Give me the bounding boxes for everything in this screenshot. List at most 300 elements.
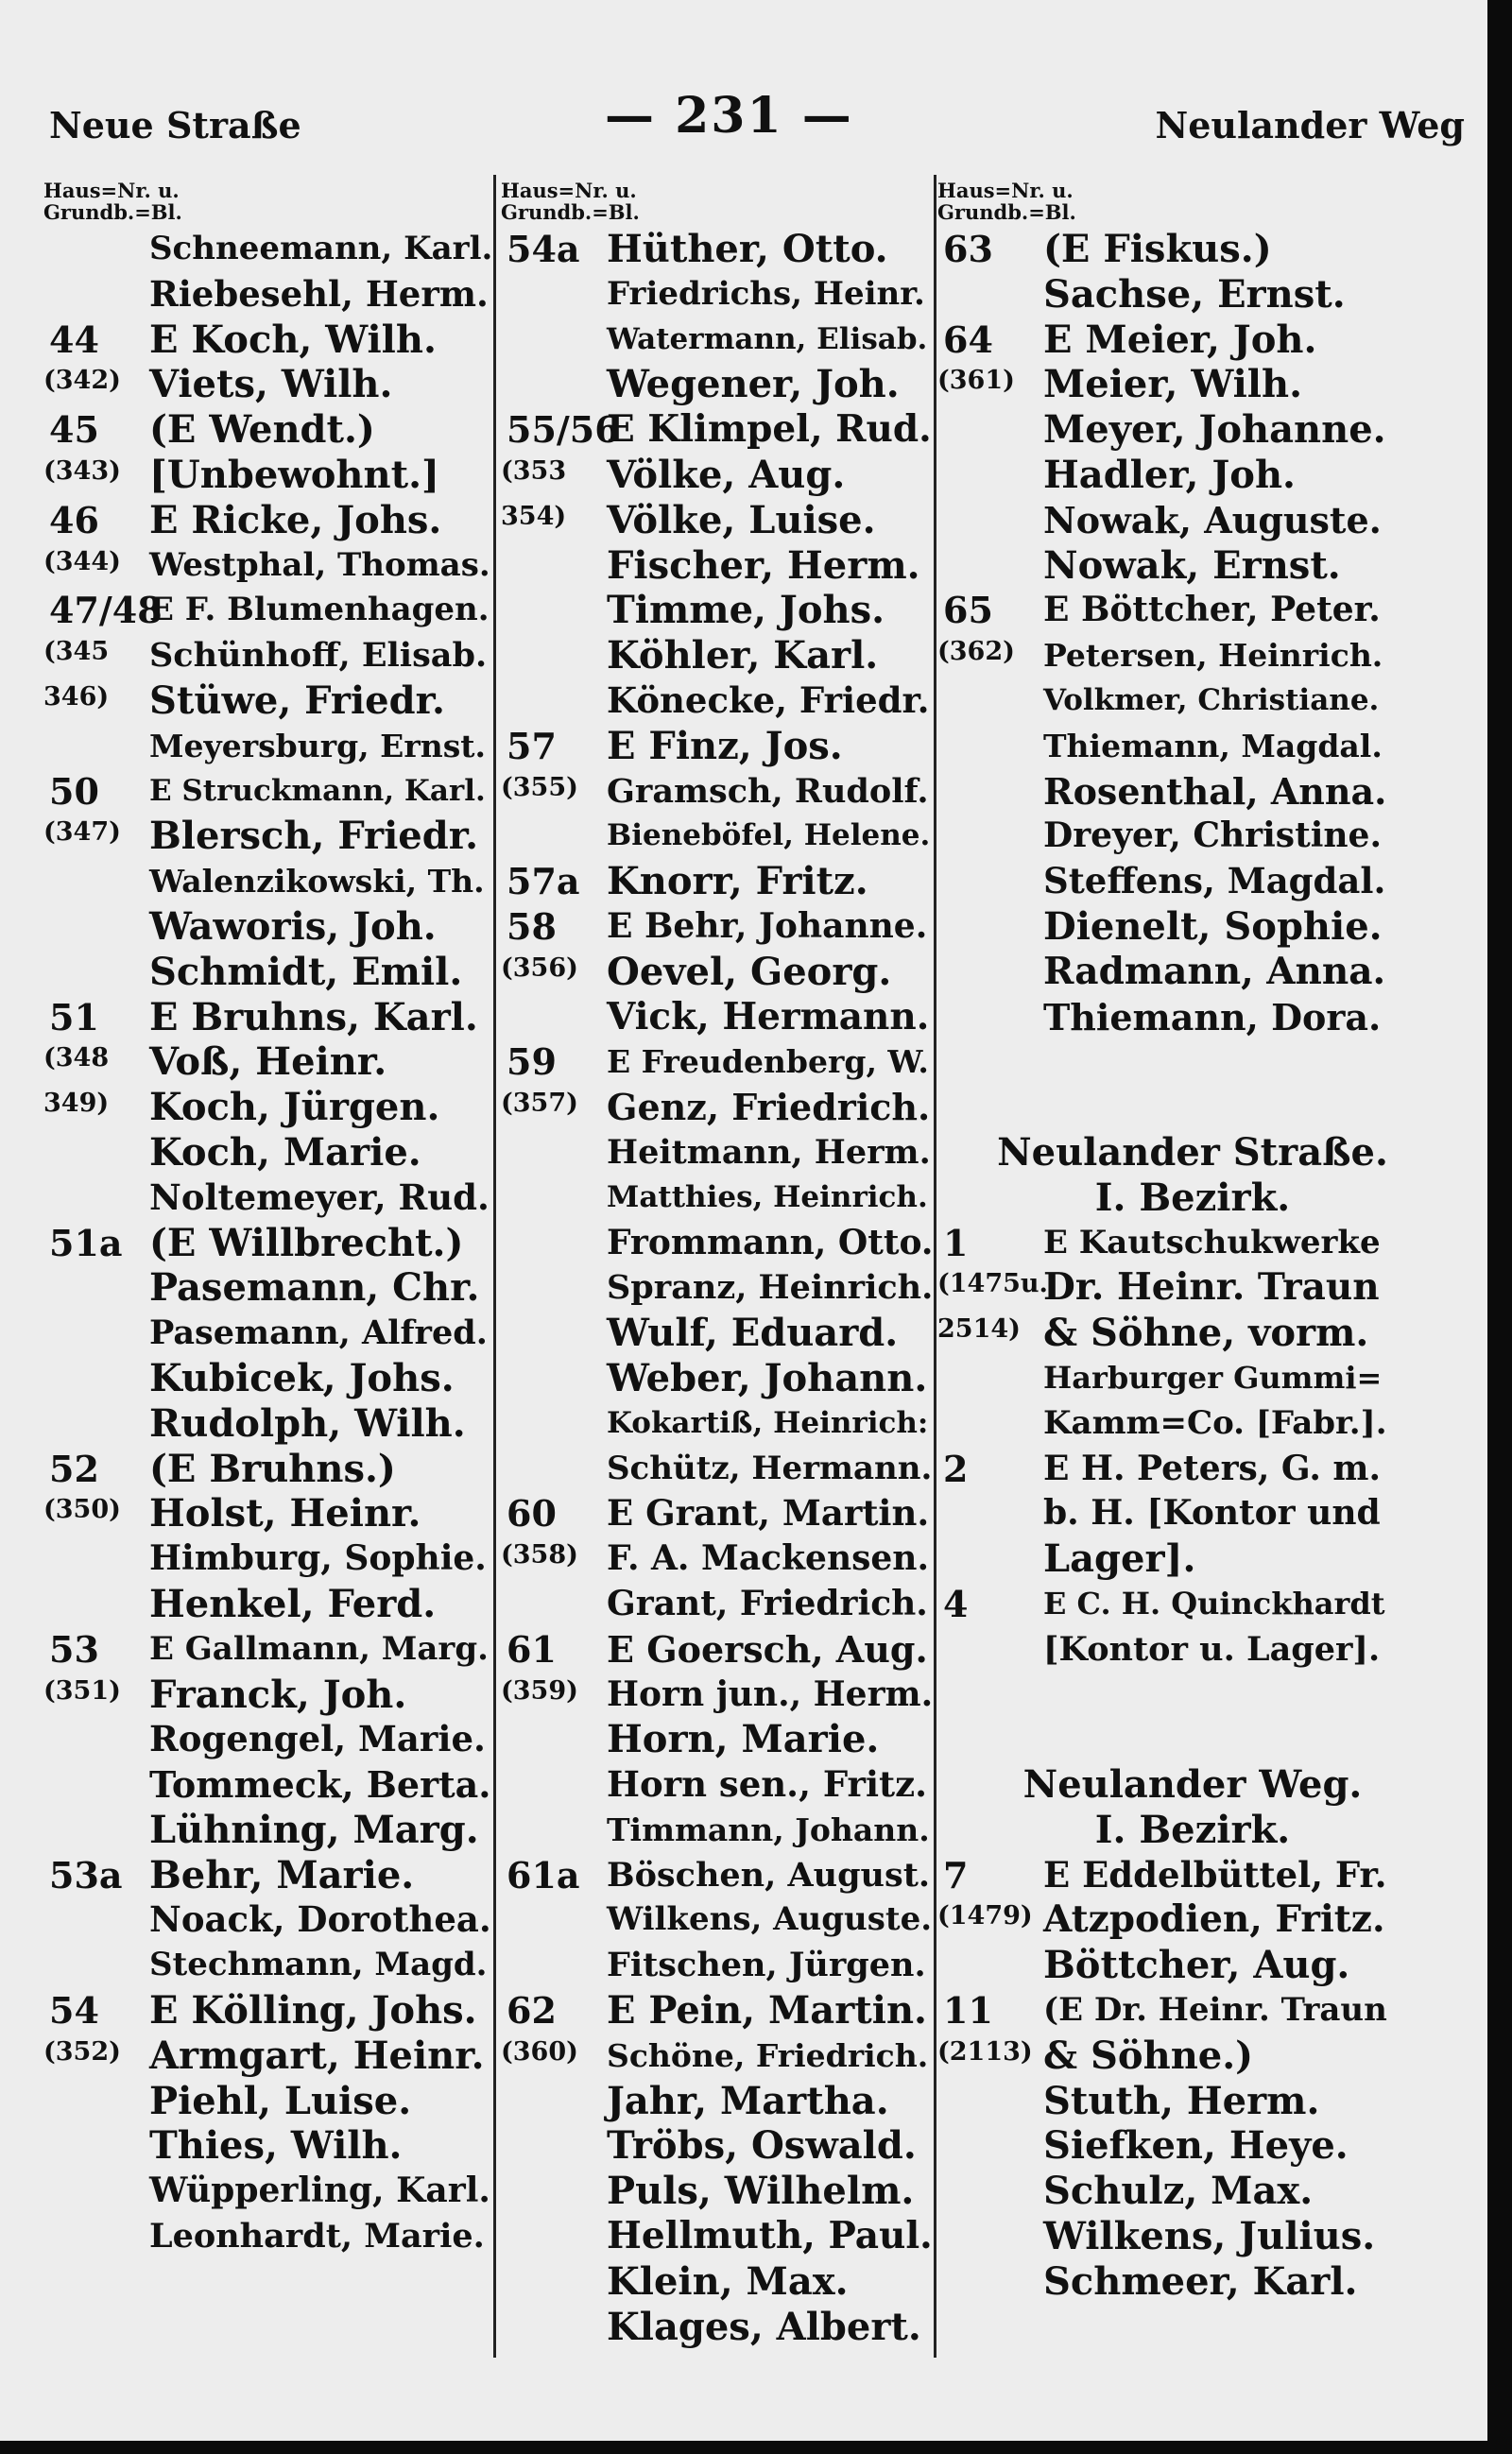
directory-entry	[501, 1853, 937, 1898]
directory-entry	[937, 1356, 1391, 1401]
resident-name: Horn jun., Herm.	[607, 1673, 934, 1714]
directory-entry	[43, 1897, 497, 1943]
directory-entry	[501, 724, 937, 769]
street-title-text: Neulander Straße.	[997, 1129, 1388, 1175]
resident-name: Schneemann, Karl.	[149, 230, 493, 267]
house-number: 54a	[507, 228, 580, 270]
land-register-number: (353	[501, 455, 567, 486]
resident-name: Franck, Joh.	[149, 1672, 407, 1717]
resident-name: Wegener, Joh.	[607, 362, 900, 407]
directory-entry	[43, 1673, 497, 1718]
resident-name: Klein, Max.	[607, 2258, 849, 2304]
resident-name: Wilkens, Auguste.	[607, 1900, 933, 1939]
directory-entry	[501, 2034, 937, 2079]
directory-entry	[501, 2214, 937, 2259]
resident-name: Wulf, Eduard.	[607, 1311, 899, 1356]
directory-entry	[937, 2259, 1391, 2305]
resident-name: Siefken, Heye.	[1043, 2123, 1349, 2169]
directory-entry	[937, 227, 1391, 272]
directory-entry	[43, 1176, 497, 1221]
column-head: Haus=Nr. u. Grundb.=Bl.	[43, 179, 182, 224]
directory-entry	[501, 2169, 937, 2214]
resident-name: Schulz, Max.	[1043, 2169, 1314, 2214]
land-register-number: 354)	[501, 501, 567, 531]
land-register-number: (347)	[43, 817, 121, 848]
directory-entry	[43, 678, 497, 724]
directory-entry	[43, 1853, 497, 1898]
street-title-text: I. Bezirk.	[1094, 1175, 1291, 1220]
row-spacer	[937, 1039, 1391, 1085]
directory-entry	[937, 1897, 1391, 1943]
directory-entry	[937, 453, 1391, 498]
street-title-text: I. Bezirk.	[1094, 1807, 1291, 1852]
resident-name: Stuth, Herm.	[1043, 2078, 1320, 2123]
directory-entry	[43, 1401, 497, 1447]
resident-name: Böschen, August.	[607, 1855, 931, 1895]
resident-name: E Kautschukwerke	[1043, 1223, 1381, 1261]
directory-entry	[43, 227, 497, 272]
resident-name: Behr, Marie.	[149, 1852, 415, 1897]
directory-entry	[937, 904, 1391, 950]
house-number: 53	[49, 1627, 99, 1671]
land-register-number: (352)	[43, 2036, 121, 2067]
resident-name: Waworis, Joh.	[149, 903, 437, 949]
resident-name: Stechmann, Magd.	[149, 1946, 488, 1984]
resident-name: Fischer, Herm.	[607, 542, 920, 588]
resident-name: E Ricke, Johs.	[149, 497, 442, 542]
directory-entry	[937, 1853, 1391, 1898]
directory-entry	[937, 1265, 1391, 1311]
directory-entry	[501, 1130, 937, 1176]
directory-entry	[43, 498, 497, 543]
land-register-number: (345	[43, 637, 110, 667]
resident-name: Holst, Heinr.	[149, 1491, 421, 1536]
house-number: 1	[943, 1221, 969, 1264]
house-number: 51a	[49, 1221, 123, 1264]
street-title	[937, 1176, 1391, 1221]
resident-name: Atzpodien, Fritz.	[1043, 1897, 1385, 1942]
resident-name: E Eddelbüttel, Fr.	[1043, 1853, 1387, 1896]
resident-name: Koch, Jürgen.	[149, 1085, 440, 1130]
resident-name: E Meier, Joh.	[1043, 317, 1317, 362]
land-register-number: (342)	[43, 366, 121, 396]
house-number: 63	[943, 228, 993, 270]
resident-name: E Klimpel, Rud.	[607, 407, 932, 452]
directory-entry	[43, 1988, 497, 2034]
directory-entry	[43, 950, 497, 995]
resident-name: E Kölling, Johs.	[149, 1988, 477, 2034]
page-number: — 231 —	[605, 87, 853, 145]
directory-entry	[937, 633, 1391, 678]
directory-entry	[43, 995, 497, 1040]
directory-entry	[43, 724, 497, 769]
land-register-number: (357)	[501, 1089, 578, 1119]
resident-name: Radmann, Anna.	[1043, 949, 1386, 993]
directory-entry	[43, 1085, 497, 1130]
resident-name: Piehl, Luise.	[149, 2078, 412, 2123]
resident-name: Harburger Gummi=	[1043, 1359, 1383, 1396]
resident-name: (E Fiskus.)	[1043, 227, 1272, 271]
directory-entry	[501, 1491, 937, 1536]
directory-entry	[937, 2169, 1391, 2214]
resident-name: Friedrichs, Heinr.	[607, 274, 925, 313]
resident-name: Schütz, Hermann.	[607, 1449, 933, 1487]
resident-name: Schmidt, Emil.	[149, 949, 463, 994]
land-register-number: (351)	[43, 1675, 121, 1706]
resident-name: Puls, Wilhelm.	[607, 2169, 915, 2214]
directory-entry	[43, 1039, 497, 1085]
directory-entry	[43, 2123, 497, 2169]
directory-entry	[501, 1039, 937, 1085]
resident-name: F. A. Mackensen.	[607, 1538, 929, 1579]
resident-name: Stüwe, Friedr.	[149, 678, 445, 723]
land-register-number: 349)	[43, 1089, 110, 1119]
house-number: 58	[507, 904, 557, 948]
directory-entry	[43, 1265, 497, 1311]
directory-entry	[937, 1582, 1391, 1627]
resident-name: Kamm=Co. [Fabr.].	[1043, 1403, 1387, 1442]
directory-entry	[43, 769, 497, 815]
directory-entry	[937, 2214, 1391, 2259]
directory-entry	[43, 543, 497, 589]
resident-name: b. H. [Kontor und	[1043, 1493, 1381, 1534]
directory-entry	[43, 814, 497, 859]
resident-name: Hadler, Joh.	[1043, 452, 1296, 497]
resident-name: Nowak, Auguste.	[1043, 498, 1382, 541]
land-register-number: (355)	[501, 772, 578, 802]
directory-entry	[501, 362, 937, 407]
directory-entry	[937, 272, 1391, 317]
resident-name: Westphal, Thomas.	[149, 545, 490, 584]
resident-name: Meyer, Johanne.	[1043, 407, 1386, 453]
directory-entry	[937, 2034, 1391, 2079]
resident-name: Thiemann, Magdal.	[1043, 727, 1383, 764]
street-title	[937, 1762, 1391, 1808]
resident-name: Grant, Friedrich.	[607, 1583, 928, 1623]
land-register-number: (350)	[43, 1495, 121, 1525]
resident-name: (E Willbrecht.)	[149, 1220, 464, 1265]
house-number: 61a	[507, 1853, 580, 1896]
page-header	[0, 87, 1487, 172]
house-number: 47/48	[49, 589, 163, 632]
row-spacer	[937, 1085, 1391, 1130]
resident-name: E Böttcher, Peter.	[1043, 590, 1381, 630]
resident-name: Thies, Wilh.	[149, 2123, 403, 2169]
house-number: 11	[943, 1989, 993, 2033]
directory-entry	[501, 2259, 937, 2305]
resident-name: Henkel, Ferd.	[149, 1581, 437, 1626]
directory-entry	[501, 1085, 937, 1130]
land-register-number: (348	[43, 1043, 110, 1073]
directory-entry	[43, 2079, 497, 2124]
resident-name: Völke, Aug.	[607, 452, 846, 497]
land-register-number: (362)	[937, 637, 1015, 667]
resident-name: Leonhardt, Marie.	[149, 2217, 485, 2257]
land-register-number: (361)	[937, 366, 1015, 396]
directory-entry	[43, 1356, 497, 1401]
resident-name: Noltemeyer, Rud.	[149, 1176, 490, 1218]
land-register-number: 2514)	[937, 1314, 1021, 1345]
directory-entry	[937, 1447, 1391, 1492]
directory-entry	[501, 1356, 937, 1401]
resident-name: Watermann, Elisab.	[607, 321, 928, 356]
resident-name: Meyersburg, Ernst.	[149, 727, 487, 764]
resident-name: Bieneböfel, Helene.	[607, 818, 931, 853]
land-register-number: (1479)	[937, 1901, 1033, 1931]
resident-name: Kokartiß, Heinrich:	[607, 1405, 929, 1440]
column-1	[43, 180, 497, 2259]
directory-entry	[937, 1221, 1391, 1266]
directory-entry	[43, 1717, 497, 1762]
directory-entry	[43, 1762, 497, 1808]
directory-entry	[501, 1673, 937, 1718]
directory-entry	[43, 1311, 497, 1356]
directory-entry	[43, 407, 497, 453]
directory-entry	[43, 1130, 497, 1176]
resident-name: Matthies, Heinrich.	[607, 1179, 928, 1214]
directory-entry	[937, 814, 1391, 859]
directory-entry	[501, 1762, 937, 1808]
directory-entry	[937, 543, 1391, 589]
house-number: 54	[49, 1989, 99, 2033]
resident-name: E Grant, Martin.	[607, 1492, 930, 1535]
directory-entry	[937, 678, 1391, 724]
house-number: 62	[507, 1989, 557, 2033]
resident-name: E Goersch, Aug.	[607, 1627, 928, 1671]
resident-name: [Kontor u. Lager].	[1043, 1629, 1381, 1669]
resident-name: Timme, Johs.	[607, 588, 885, 633]
resident-name: Koch, Marie.	[149, 1129, 421, 1175]
resident-name: Spranz, Heinrich.	[607, 1268, 934, 1308]
directory-entry	[501, 1897, 937, 1943]
resident-name: Petersen, Heinrich.	[1043, 637, 1383, 675]
resident-name: Hellmuth, Paul.	[607, 2214, 933, 2258]
house-number: 61	[507, 1627, 557, 1671]
resident-name: Schöne, Friedrich.	[607, 2036, 929, 2074]
directory-entry	[501, 453, 937, 498]
directory-entry	[43, 1808, 497, 1853]
directory-entry	[43, 859, 497, 904]
resident-name: Timmann, Johann.	[607, 1810, 930, 1848]
resident-name: Rudolph, Wilh.	[149, 1400, 466, 1446]
house-number: 57a	[507, 860, 580, 903]
directory-entry	[937, 950, 1391, 995]
resident-name: Dienelt, Sophie.	[1043, 903, 1383, 949]
directory-entry	[501, 272, 937, 317]
house-number: 2	[943, 1447, 969, 1490]
resident-name: Kubicek, Johs.	[149, 1355, 455, 1400]
directory-entry	[501, 2305, 937, 2350]
directory-entry	[937, 1536, 1391, 1582]
directory-entry	[501, 588, 937, 633]
directory-entry	[937, 498, 1391, 543]
resident-name: (E Wendt.)	[149, 407, 375, 453]
directory-entry	[43, 453, 497, 498]
house-number: 45	[49, 408, 99, 452]
house-number: 50	[49, 769, 99, 813]
resident-name: Knorr, Fritz.	[607, 859, 868, 904]
directory-entry	[501, 995, 937, 1040]
directory-entry	[937, 1401, 1391, 1447]
directory-entry	[501, 227, 937, 272]
resident-name: Armgart, Heinr.	[149, 2033, 485, 2078]
house-number: 64	[943, 317, 993, 361]
directory-entry	[937, 769, 1391, 815]
resident-name: Riebesehl, Herm.	[149, 272, 489, 315]
resident-name: E Finz, Jos.	[607, 723, 843, 768]
house-number: 52	[49, 1447, 99, 1490]
directory-entry	[43, 1627, 497, 1673]
resident-name: Lühning, Marg.	[149, 1807, 479, 1852]
land-register-number: (344)	[43, 546, 121, 576]
directory-entry	[501, 2123, 937, 2169]
resident-name: Böttcher, Aug.	[1043, 1943, 1350, 1988]
directory-entry	[937, 995, 1391, 1040]
directory-entry	[937, 1311, 1391, 1356]
resident-name: E Struckmann, Karl.	[149, 773, 486, 808]
directory-entry	[43, 1536, 497, 1582]
directory-entry	[43, 1582, 497, 1627]
house-number: 46	[49, 498, 99, 541]
directory-entry	[501, 498, 937, 543]
directory-entry	[43, 2169, 497, 2214]
directory-entry	[43, 1221, 497, 1266]
house-number: 53a	[49, 1853, 123, 1896]
resident-name: Tröbs, Oswald.	[607, 2123, 917, 2169]
house-number: 44	[49, 317, 99, 361]
resident-name: Könecke, Friedr.	[607, 678, 930, 721]
resident-name: Köhler, Karl.	[607, 633, 879, 678]
directory-entry	[937, 1988, 1391, 2034]
header-right-street: Neulander Weg	[1155, 104, 1465, 146]
resident-name: Himburg, Sophie.	[149, 1538, 487, 1579]
directory-entry	[937, 362, 1391, 407]
resident-name: E H. Peters, G. m.	[1043, 1448, 1382, 1488]
resident-name: E Koch, Wilh.	[149, 317, 437, 362]
column-head: Haus=Nr. u. Grundb.=Bl.	[501, 179, 640, 224]
resident-name: Heitmann, Herm.	[607, 1132, 931, 1172]
land-register-number: (356)	[501, 952, 578, 983]
directory-entry	[501, 814, 937, 859]
resident-name: (E Bruhns.)	[149, 1446, 396, 1491]
directory-entry	[501, 2079, 937, 2124]
directory-entry	[43, 272, 497, 317]
directory-entry	[937, 859, 1391, 904]
resident-name: Gramsch, Rudolf.	[607, 771, 929, 811]
column-3	[937, 180, 1391, 2305]
resident-name: Schünhoff, Elisab.	[149, 636, 488, 676]
resident-name: E F. Blumenhagen.	[149, 591, 490, 629]
resident-name: Oevel, Georg.	[607, 949, 892, 994]
directory-entry	[501, 1536, 937, 1582]
directory-entry	[501, 950, 937, 995]
house-number: 55/56	[507, 408, 620, 452]
resident-name: E Freudenberg, W.	[607, 1043, 929, 1081]
directory-entry	[43, 904, 497, 950]
land-register-number: 346)	[43, 681, 110, 712]
directory-entry	[501, 678, 937, 724]
resident-name: Voß, Heinr.	[149, 1039, 387, 1085]
house-number: 65	[943, 589, 993, 632]
house-number: 7	[943, 1853, 969, 1896]
directory-entry	[501, 1265, 937, 1311]
directory-entry	[937, 724, 1391, 769]
directory-entry	[501, 1447, 937, 1492]
directory-entry	[501, 1176, 937, 1221]
directory-entry	[937, 588, 1391, 633]
resident-name: Rogengel, Marie.	[149, 1718, 486, 1760]
resident-name: Frommann, Otto.	[607, 1222, 934, 1262]
land-register-number: (360)	[501, 2036, 578, 2067]
directory-entry	[501, 1401, 937, 1447]
directory-entry	[43, 1491, 497, 1536]
directory-entry	[501, 633, 937, 678]
land-register-number: (1475u.	[937, 1269, 1048, 1299]
directory-entry	[501, 543, 937, 589]
land-register-number: (2113)	[937, 2036, 1033, 2067]
resident-name: Pasemann, Alfred.	[149, 1313, 488, 1353]
resident-name: & Söhne, vorm.	[1043, 1311, 1369, 1356]
directory-entry	[43, 633, 497, 678]
resident-name: Thiemann, Dora.	[1043, 995, 1382, 1038]
resident-name: Steffens, Magdal.	[1043, 860, 1386, 902]
directory-entry	[501, 1943, 937, 1988]
street-title	[937, 1130, 1391, 1176]
directory-entry	[501, 769, 937, 815]
directory-entry	[501, 1808, 937, 1853]
directory-entry	[43, 1447, 497, 1492]
resident-name: (E Dr. Heinr. Traun	[1043, 1991, 1387, 2030]
directory-entry	[501, 407, 937, 453]
street-title-text: Neulander Weg.	[1022, 1762, 1363, 1808]
resident-name: Schmeer, Karl.	[1043, 2258, 1358, 2304]
directory-entry	[501, 1988, 937, 2034]
directory-entry	[937, 1943, 1391, 1988]
directory-entry	[501, 1717, 937, 1762]
land-register-number: (343)	[43, 455, 121, 486]
resident-name: Völke, Luise.	[607, 497, 876, 542]
directory-entry	[937, 407, 1391, 453]
house-number: 51	[49, 995, 99, 1038]
street-title	[937, 1808, 1391, 1853]
house-number: 60	[507, 1492, 557, 1536]
resident-name: Horn sen., Fritz.	[607, 1763, 927, 1806]
resident-name: Viets, Wilh.	[149, 362, 393, 407]
header-left-street: Neue Straße	[49, 104, 301, 146]
resident-name: Volkmer, Christiane.	[1043, 682, 1380, 717]
directory-entry	[501, 1627, 937, 1673]
resident-name: Hüther, Otto.	[607, 227, 888, 271]
directory-entry	[501, 317, 937, 363]
directory-entry	[937, 1491, 1391, 1536]
directory-entry	[937, 2079, 1391, 2124]
directory-entry	[501, 859, 937, 904]
column-head: Haus=Nr. u. Grundb.=Bl.	[937, 179, 1076, 224]
resident-name: Klages, Albert.	[607, 2304, 921, 2349]
house-number: 57	[507, 724, 557, 767]
house-number: 59	[507, 1040, 557, 1084]
resident-name: E Gallmann, Marg.	[149, 1629, 489, 1668]
resident-name: & Söhne.)	[1043, 2033, 1254, 2078]
directory-entry	[937, 1627, 1391, 1673]
directory-entry	[937, 2123, 1391, 2169]
resident-name: Fitschen, Jürgen.	[607, 1946, 926, 1985]
resident-name: Rosenthal, Anna.	[1043, 769, 1387, 813]
directory-entry	[501, 904, 937, 950]
directory-entry	[43, 2214, 497, 2259]
resident-name: Horn, Marie.	[607, 1717, 880, 1762]
resident-name: Vick, Hermann.	[607, 994, 930, 1038]
